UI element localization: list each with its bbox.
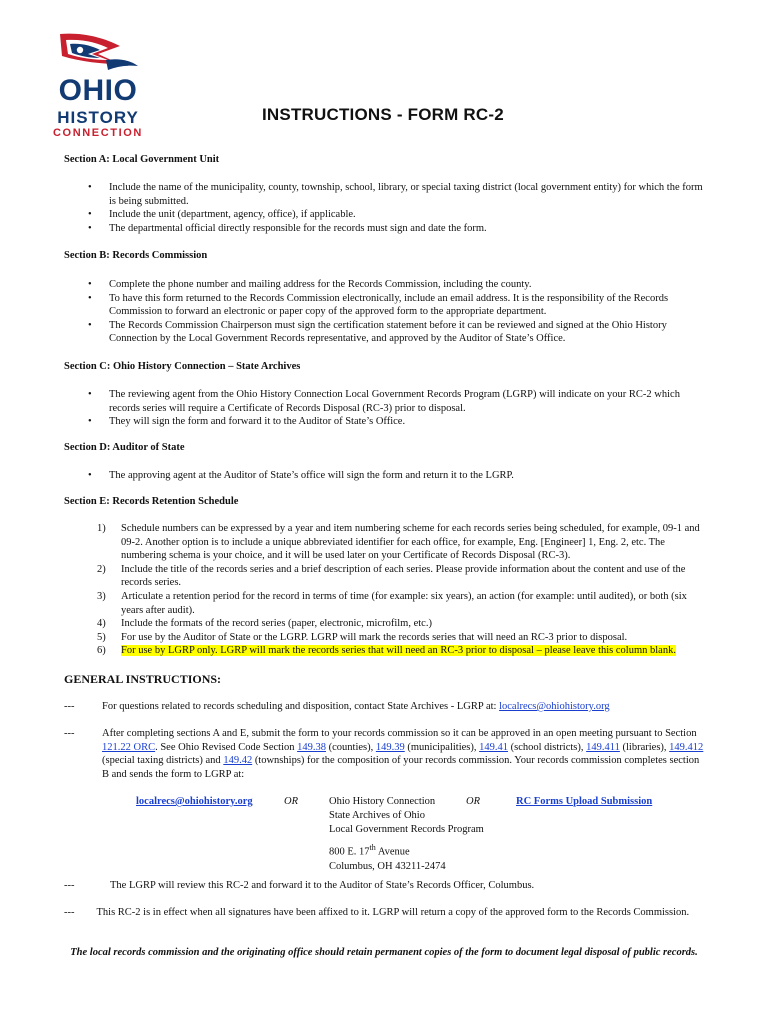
dash-marker: --- <box>64 728 75 739</box>
address-line: State Archives of Ohio <box>329 810 425 821</box>
orc-149-412-link[interactable]: 149.412 <box>669 741 704 753</box>
item-text: Include the formats of the record series (paper, electronic, microfilm, etc.) <box>121 618 432 630</box>
general-item-text: The LGRP will review this RC-2 and forward it to the Auditor of State’s Records Officer, Columbus. <box>110 880 535 891</box>
item-number: 4) <box>97 618 106 630</box>
list-item <box>64 522 704 563</box>
orc-121-22-link[interactable]: 121.22 ORC <box>102 741 156 753</box>
list-item: • To have this form returned to the Records Commission electronically, include an email address. It is the responsibility of the Records Commission to forward an electronic or paper copy of the approved form to the appropriate department. <box>64 292 704 319</box>
section-b-heading: Section B: Records Commission <box>64 250 208 261</box>
section-a-list <box>64 181 704 235</box>
section-d-list <box>64 469 704 483</box>
general-item-text <box>102 700 706 714</box>
dash-marker: --- <box>64 907 75 918</box>
dash-marker: --- <box>64 701 75 712</box>
email-link[interactable]: localrecs@ohiohistory.org <box>499 701 610 712</box>
item-text: Articulate a retention period for the record in terms of time (for example: six years), an action (for example: until audited), or both (six years after audit). <box>121 590 687 616</box>
general-instructions-heading: GENERAL INSTRUCTIONS: <box>64 672 222 686</box>
section-d-heading: Section D: Auditor of State <box>64 442 185 453</box>
section-e-heading: Section E: Records Retention Schedule <box>64 496 239 507</box>
list-item: • Include the name of the municipality, county, township, school, library, or special taxing district (local government entity) for which the form is being submitted. <box>64 181 704 208</box>
page-title: INSTRUCTIONS - FORM RC-2 <box>262 105 504 124</box>
orc-149-39-link[interactable]: 149.39 <box>375 741 405 753</box>
contact-email-link[interactable]: localrecs@ohiohistory.org <box>136 796 253 807</box>
text-segment: (special taxing districts) and <box>102 755 224 767</box>
list-item <box>64 617 704 631</box>
list-item <box>64 563 704 590</box>
item-text: This RC-2 is in effect when all signatures have been affixed to it. LGRP will return a copy of the approved form to the Records Commission. <box>96 907 690 918</box>
item-text: For use by the Auditor of State or the LGRP. LGRP will mark the records series that will need an RC-3 prior to disposal. <box>121 631 628 643</box>
item-number: 3) <box>97 590 106 602</box>
list-item: • The departmental official directly responsible for the records must sign and date the form. <box>64 222 704 236</box>
ohio-history-connection-logo <box>46 30 150 140</box>
list-item <box>64 644 704 658</box>
list-item: • The approving agent at the Auditor of State’s office will sign the form and return it to the LGRP. <box>64 469 704 483</box>
item-text: Schedule numbers can be expressed by a year and item numbering scheme for each records series being scheduled, for example, 09-1 and 09-2. Another option is to include a unique abbreviated identifier for each office, for example, Eng. [Engineer] 1, Eng. 2, etc. The numbering schema is your choice, and it will be used later on your Certificate of Records Disposal (RC-3). <box>121 523 700 562</box>
section-c-list <box>64 388 704 429</box>
list-item: • The reviewing agent from the Ohio History Connection Local Government Records Program (LGRP) will indicate on your RC-2 which records series will require a Certificate of Records Disposal (RC-3) prior to disposal. <box>64 388 704 415</box>
or-separator-2: OR <box>466 796 480 807</box>
list-item: • Complete the phone number and mailing address for the Records Commission, including the county. <box>64 278 704 292</box>
list-item: • They will sign the form and forward it to the Auditor of State’s Office. <box>64 415 704 429</box>
item-text: For questions related to records scheduling and disposition, contact State Archives - LGRP at: <box>102 701 497 712</box>
or-separator-1: OR <box>284 796 298 807</box>
text-segment: (municipalities), <box>404 741 480 753</box>
general-item-4 <box>64 906 704 920</box>
section-b-list <box>64 278 704 346</box>
dash-marker: --- <box>64 880 75 891</box>
item-number: 1) <box>97 523 106 534</box>
list-item <box>64 631 704 645</box>
orc-149-41-link[interactable]: 149.41 <box>479 741 508 753</box>
address-line: Ohio History Connection <box>329 796 436 807</box>
address-line <box>329 841 484 860</box>
street-number: 800 E. 17 <box>329 846 370 858</box>
rc-forms-upload-link[interactable]: RC Forms Upload Submission <box>516 796 653 807</box>
section-e-list <box>64 522 704 658</box>
text-segment: After completing sections A and E, submit the form to your records commission so it can be approved in an open meeting pursuant to Section <box>102 728 697 739</box>
orc-149-38-link[interactable]: 149.38 <box>297 741 326 753</box>
orc-149-42-link[interactable]: 149.42 <box>223 755 253 767</box>
logo-history-text: HISTORY <box>57 108 139 127</box>
retention-footer-note: The local records commission and the originating office should retain permanent copies of the form to document legal disposal of public records. <box>70 947 698 958</box>
ordinal-suffix: th <box>369 843 376 852</box>
general-item-text <box>64 907 689 918</box>
highlighted-item-text: For use by LGRP only. LGRP will mark the records series that will need an RC-3 prior to disposal – please leave this column blank. <box>121 645 676 657</box>
logo-ohio-text: OHIO <box>58 74 138 107</box>
text-segment: (school districts), <box>507 741 587 753</box>
text-segment: (townships) for the composition of your records commission. Your records commission completes section B and sends the form to LGRP at: <box>102 755 700 780</box>
list-item: • Include the unit (department, agency, office), if applicable. <box>64 208 704 222</box>
address-line: Local Government Records Program <box>329 824 484 835</box>
item-number: 6) <box>97 645 106 657</box>
street-name: Avenue <box>375 846 410 858</box>
text-segment: (counties), <box>326 741 376 753</box>
text-segment: (libraries), <box>619 741 670 753</box>
section-a-heading: Section A: Local Government Unit <box>64 154 220 165</box>
orc-149-411-link[interactable]: 149.411 <box>586 741 620 753</box>
logo-connection-text: CONNECTION <box>53 127 143 139</box>
list-item: • The Records Commission Chairperson must sign the certification statement before it can be reviewed and signed at the Ohio History Connection by the Local Government Records representative, and approved by the Auditor of State’s Office. <box>64 319 704 346</box>
item-number: 2) <box>97 563 106 575</box>
item-text: Include the title of the records series and a brief description of each series. Please provide information about the content and use of the records series. <box>121 563 686 589</box>
list-item <box>64 590 704 617</box>
address-line: Columbus, OH 43211-2474 <box>329 860 446 872</box>
text-segment: . See Ohio Revised Code Section <box>155 741 298 753</box>
mailing-address <box>329 795 484 874</box>
general-item-text <box>102 727 706 781</box>
flag-emblem-icon <box>46 30 150 78</box>
section-c-heading: Section C: Ohio History Connection – State Archives <box>64 361 301 372</box>
item-number: 5) <box>97 631 106 643</box>
